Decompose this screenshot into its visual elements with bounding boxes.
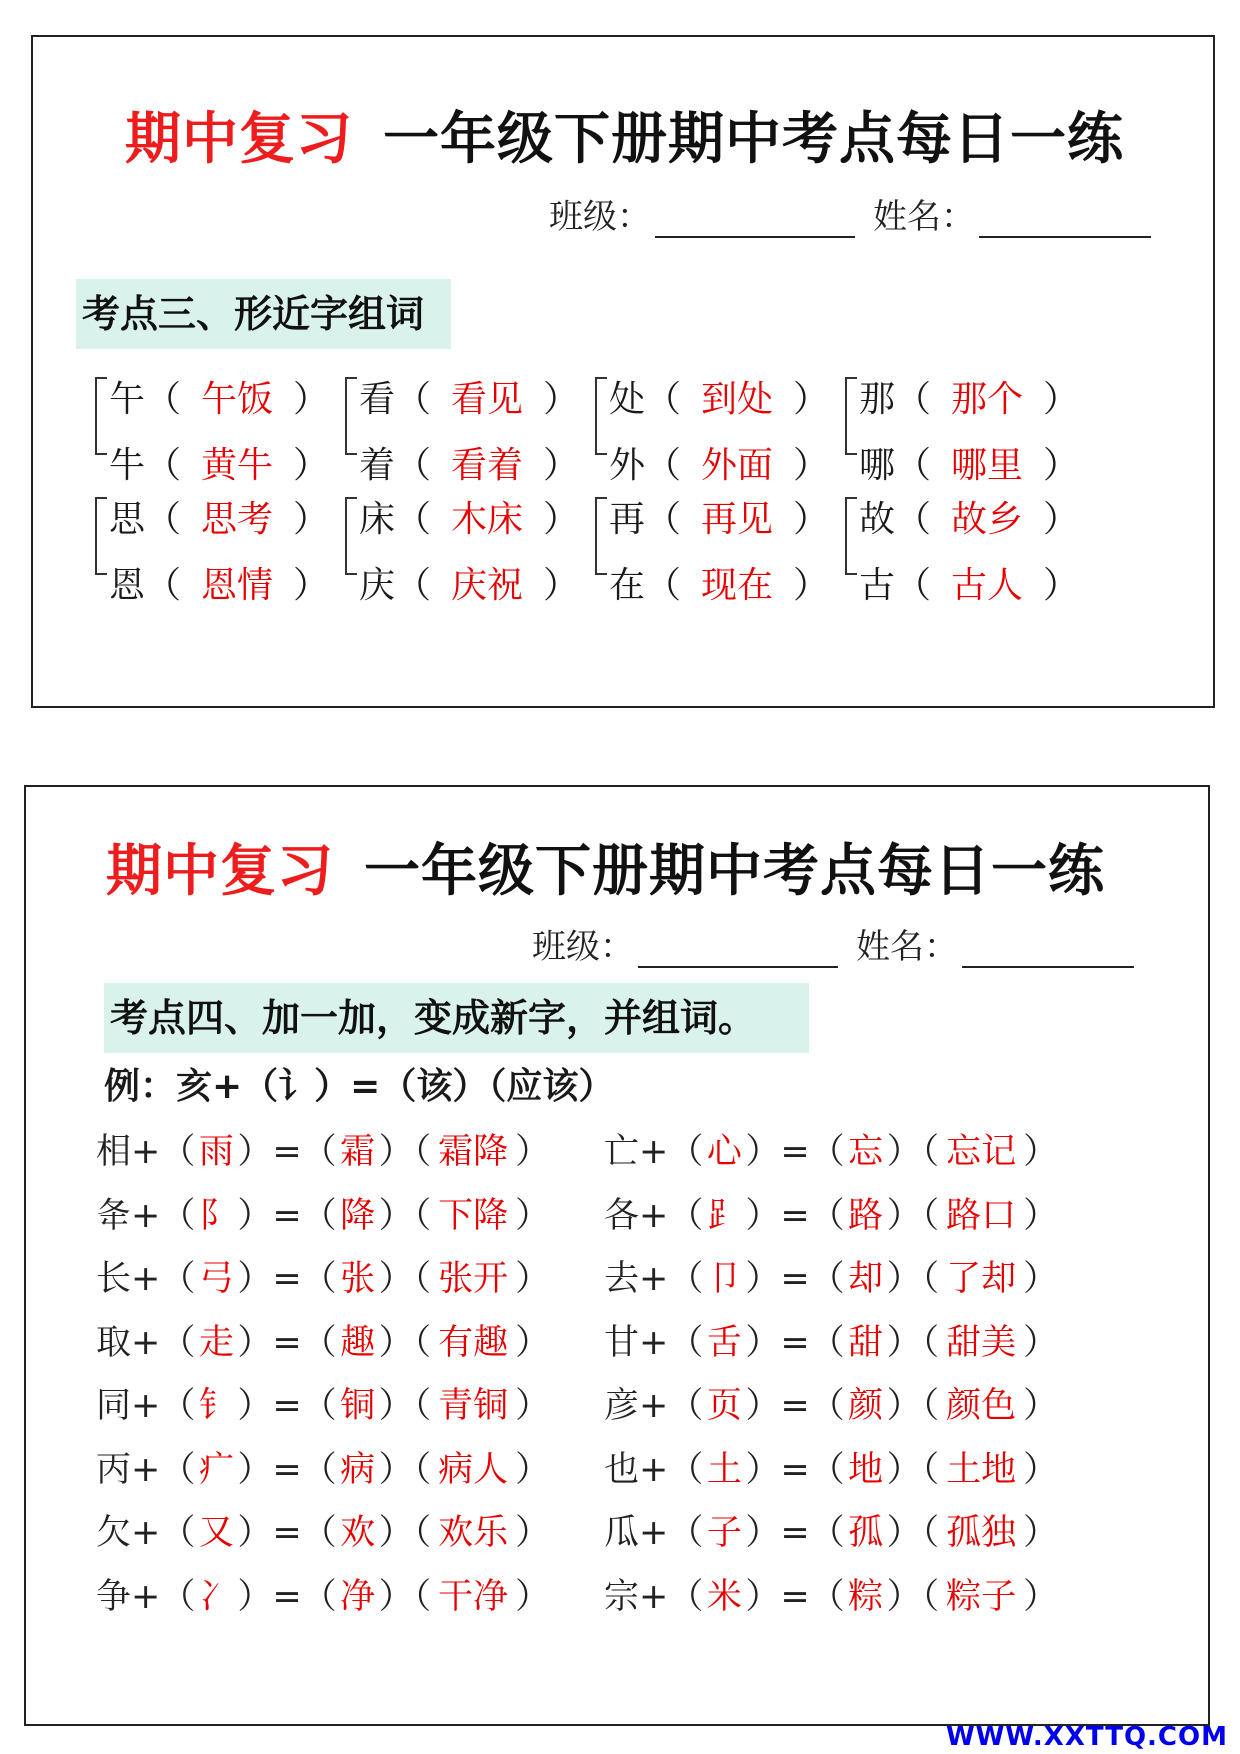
watermark: WWW.XXTTQ.COM <box>946 1722 1228 1752</box>
worksheet-card-1 <box>31 35 1215 708</box>
paren: ）（ <box>886 1195 940 1236</box>
pair-answer[interactable]: 古人 <box>951 565 1024 606</box>
character-pair <box>845 487 1115 617</box>
character-pair <box>595 367 865 497</box>
pair-answer[interactable]: 午饭 <box>201 379 274 420</box>
exercise-row <box>96 1308 550 1378</box>
pair-answer[interactable]: 看见 <box>451 379 524 420</box>
pair-char: 恩（ <box>109 565 182 606</box>
pair-char: 外（ <box>609 445 682 486</box>
exercise-row <box>604 1562 1058 1632</box>
base-char: 夅+（ <box>96 1195 196 1236</box>
example-line: 例：亥+（讠）=（该）（应该） <box>104 1066 615 1107</box>
added-radical[interactable]: 子 <box>706 1513 742 1553</box>
base-char: 宗+（ <box>604 1576 704 1617</box>
new-word[interactable]: 粽子 <box>946 1576 1017 1617</box>
paren: ）（ <box>378 1195 432 1236</box>
pair-brace <box>845 377 857 455</box>
added-radical[interactable]: 卩 <box>706 1259 742 1299</box>
pair-close: ） <box>293 379 330 420</box>
card2-name-field[interactable] <box>962 936 1134 968</box>
pair-item <box>859 487 1079 553</box>
paren-close: ） <box>1023 1449 1059 1490</box>
new-word[interactable]: 甜美 <box>946 1322 1017 1363</box>
paren-close: ） <box>515 1322 551 1363</box>
equals: ）=（ <box>745 1449 845 1490</box>
card1-class-field[interactable] <box>655 206 855 238</box>
added-radical[interactable]: 冫 <box>198 1576 234 1617</box>
pair-item <box>609 367 829 433</box>
equals: ）=（ <box>745 1132 845 1172</box>
pair-close: ） <box>1043 499 1080 540</box>
new-char[interactable]: 病 <box>340 1449 376 1490</box>
exercise-row <box>96 1371 550 1441</box>
added-radical[interactable]: 页 <box>706 1386 742 1426</box>
character-pair <box>345 367 615 497</box>
pair-item <box>109 367 329 433</box>
added-radical[interactable]: ⻊ <box>706 1195 742 1236</box>
paren-close: ） <box>1023 1195 1059 1236</box>
pair-brace <box>595 377 607 455</box>
pair-close: ） <box>793 379 830 420</box>
pair-brace <box>345 497 357 575</box>
pair-close: ） <box>543 379 580 420</box>
new-char[interactable]: 却 <box>848 1259 884 1299</box>
paren-close: ） <box>1023 1322 1059 1363</box>
pair-answer[interactable]: 外面 <box>701 445 774 486</box>
pair-answer[interactable]: 恩情 <box>201 565 274 606</box>
card1-title <box>125 95 1124 175</box>
new-word[interactable]: 张开 <box>438 1259 509 1299</box>
pair-answer[interactable]: 庆祝 <box>451 565 524 606</box>
new-char[interactable]: 张 <box>340 1259 376 1299</box>
card1-section-heading: 考点三、形近字组词 <box>76 279 451 349</box>
pair-char: 看（ <box>359 379 432 420</box>
equals: ）=（ <box>745 1576 845 1617</box>
pair-answer[interactable]: 看着 <box>451 445 524 486</box>
pair-answer[interactable]: 那个 <box>951 379 1024 420</box>
paren: ）（ <box>886 1449 940 1490</box>
pair-answer[interactable]: 哪里 <box>951 445 1024 486</box>
new-char[interactable]: 地 <box>848 1449 884 1490</box>
card2-section-heading: 考点四、加一加，变成新字，并组词。 <box>104 983 809 1053</box>
card2-name-label: 姓名： <box>856 927 958 967</box>
pair-close: ） <box>543 499 580 540</box>
new-char[interactable]: 路 <box>848 1195 884 1236</box>
paren-close: ） <box>515 1576 551 1617</box>
new-word[interactable]: 忘记 <box>946 1132 1017 1172</box>
character-pair <box>595 487 865 617</box>
pair-item <box>359 487 579 553</box>
paren: ）（ <box>378 1322 432 1363</box>
exercise-row <box>96 1435 550 1505</box>
paren: ）（ <box>378 1259 432 1299</box>
new-char[interactable]: 甜 <box>848 1322 884 1363</box>
pair-item <box>859 367 1079 433</box>
paren: ）（ <box>886 1259 940 1299</box>
card2-class-label: 班级： <box>532 927 634 967</box>
character-pair <box>95 367 365 497</box>
pair-answer[interactable]: 现在 <box>701 565 774 606</box>
pair-char: 思（ <box>109 499 182 540</box>
card1-class-label: 班级： <box>549 197 651 237</box>
pair-char: 床（ <box>359 499 432 540</box>
pair-char: 故（ <box>859 499 932 540</box>
worksheet-card-2 <box>24 785 1210 1726</box>
card2-student-info <box>532 919 1152 968</box>
pair-char: 处（ <box>609 379 682 420</box>
base-char: 彦+（ <box>604 1386 704 1426</box>
card1-student-info <box>549 189 1169 238</box>
equals: ）=（ <box>745 1195 845 1236</box>
new-word[interactable]: 有趣 <box>438 1322 509 1363</box>
pair-close: ） <box>293 565 330 606</box>
pair-answer[interactable]: 故乡 <box>951 499 1024 540</box>
pair-close: ） <box>793 499 830 540</box>
paren: ）（ <box>886 1386 940 1426</box>
card1-title-highlight: 期中复习 <box>125 107 353 172</box>
base-char: 甘+（ <box>604 1322 704 1363</box>
pair-char: 再（ <box>609 499 682 540</box>
exercise-row <box>96 1117 550 1187</box>
base-char: 各+（ <box>604 1195 704 1236</box>
pair-brace <box>595 497 607 575</box>
pair-close: ） <box>1043 445 1080 486</box>
pair-char: 古（ <box>859 565 932 606</box>
pair-item <box>859 553 1079 619</box>
base-char: 同+（ <box>96 1386 196 1426</box>
new-char[interactable]: 趣 <box>340 1322 376 1363</box>
pair-brace <box>845 497 857 575</box>
equals: ）=（ <box>745 1259 845 1299</box>
equals: ）=（ <box>237 1386 337 1426</box>
paren: ）（ <box>886 1576 940 1617</box>
exercise-row <box>604 1244 1058 1314</box>
base-char: 亡+（ <box>604 1132 704 1172</box>
pair-brace <box>345 377 357 455</box>
added-radical[interactable]: 雨 <box>198 1132 234 1172</box>
added-radical[interactable]: 心 <box>706 1132 742 1172</box>
added-radical[interactable]: 钅 <box>198 1386 234 1426</box>
card2-title <box>106 827 1105 907</box>
exercise-row <box>96 1498 550 1568</box>
paren: ）（ <box>886 1513 940 1553</box>
equals: ）=（ <box>237 1576 337 1617</box>
exercise-row <box>604 1435 1058 1505</box>
card1-name-field[interactable] <box>979 206 1151 238</box>
pair-char: 着（ <box>359 445 432 486</box>
base-char: 相+（ <box>96 1132 196 1172</box>
pair-item <box>359 553 579 619</box>
base-char: 也+（ <box>604 1449 704 1490</box>
new-char[interactable]: 铜 <box>340 1386 376 1426</box>
pair-item <box>609 553 829 619</box>
pair-close: ） <box>793 565 830 606</box>
pair-char: 在（ <box>609 565 682 606</box>
paren-close: ） <box>515 1513 551 1553</box>
paren-close: ） <box>515 1132 551 1172</box>
new-word[interactable]: 霜降 <box>438 1132 509 1172</box>
new-word[interactable]: 欢乐 <box>438 1513 509 1553</box>
base-char: 欠+（ <box>96 1513 196 1553</box>
added-radical[interactable]: 土 <box>706 1449 742 1490</box>
paren: ）（ <box>378 1513 432 1553</box>
new-word[interactable]: 干净 <box>438 1576 509 1617</box>
exercise-row <box>96 1181 550 1251</box>
pair-answer[interactable]: 思考 <box>201 499 274 540</box>
added-radical[interactable]: 阝 <box>198 1195 234 1236</box>
added-radical[interactable]: 走 <box>198 1322 234 1363</box>
new-word[interactable]: 颜色 <box>946 1386 1017 1426</box>
paren-close: ） <box>1023 1576 1059 1617</box>
card2-class-field[interactable] <box>638 936 838 968</box>
equals: ）=（ <box>237 1513 337 1553</box>
added-radical[interactable]: 米 <box>706 1576 742 1617</box>
pair-char: 牛（ <box>109 445 182 486</box>
new-char[interactable]: 净 <box>340 1576 376 1617</box>
paren-close: ） <box>1023 1132 1059 1172</box>
base-char: 长+（ <box>96 1259 196 1299</box>
pair-close: ） <box>543 565 580 606</box>
paren: ）（ <box>378 1132 432 1172</box>
character-pair <box>95 487 365 617</box>
new-word[interactable]: 土地 <box>946 1449 1017 1490</box>
card2-title-main: 一年级下册期中考点每日一练 <box>364 839 1105 904</box>
pair-char: 午（ <box>109 379 182 420</box>
new-word[interactable]: 路口 <box>946 1195 1017 1236</box>
character-pair <box>845 367 1115 497</box>
paren-close: ） <box>515 1259 551 1299</box>
paren: ）（ <box>378 1386 432 1426</box>
pair-item <box>109 553 329 619</box>
base-char: 丙+（ <box>96 1449 196 1490</box>
added-radical[interactable]: 疒 <box>198 1449 234 1490</box>
card1-name-label: 姓名： <box>873 197 975 237</box>
new-char[interactable]: 霜 <box>340 1132 376 1172</box>
pair-close: ） <box>1043 565 1080 606</box>
exercise-row <box>604 1181 1058 1251</box>
pair-answer[interactable]: 黄牛 <box>201 445 274 486</box>
exercise-row <box>604 1371 1058 1441</box>
exercise-row <box>96 1244 550 1314</box>
character-pair <box>345 487 615 617</box>
equals: ）=（ <box>745 1386 845 1426</box>
added-radical[interactable]: 又 <box>198 1513 234 1553</box>
pair-char: 哪（ <box>859 445 932 486</box>
base-char: 瓜+（ <box>604 1513 704 1553</box>
paren-close: ） <box>1023 1259 1059 1299</box>
pair-close: ） <box>293 499 330 540</box>
exercise-row <box>96 1562 550 1632</box>
pair-close: ） <box>793 445 830 486</box>
paren-close: ） <box>1023 1513 1059 1553</box>
paren: ）（ <box>378 1576 432 1617</box>
paren-close: ） <box>515 1449 551 1490</box>
new-char[interactable]: 忘 <box>848 1132 884 1172</box>
pair-close: ） <box>293 445 330 486</box>
pair-answer[interactable]: 再见 <box>701 499 774 540</box>
pair-close: ） <box>543 445 580 486</box>
equals: ）=（ <box>237 1449 337 1490</box>
card1-title-main: 一年级下册期中考点每日一练 <box>383 107 1124 172</box>
new-word[interactable]: 下降 <box>438 1195 509 1236</box>
base-char: 去+（ <box>604 1259 704 1299</box>
base-char: 争+（ <box>96 1576 196 1617</box>
paren-close: ） <box>1023 1386 1059 1426</box>
added-radical[interactable]: 弓 <box>198 1259 234 1299</box>
paren-close: ） <box>515 1386 551 1426</box>
new-char[interactable]: 欢 <box>340 1513 376 1553</box>
paren: ）（ <box>886 1132 940 1172</box>
base-char: 取+（ <box>96 1322 196 1363</box>
paren-close: ） <box>515 1195 551 1236</box>
equals: ）=（ <box>745 1513 845 1553</box>
card2-title-highlight: 期中复习 <box>106 839 334 904</box>
pair-answer[interactable]: 到处 <box>701 379 774 420</box>
new-char[interactable]: 降 <box>340 1195 376 1236</box>
pair-brace <box>95 377 107 455</box>
pair-answer[interactable]: 木床 <box>451 499 524 540</box>
new-char[interactable]: 孤 <box>848 1513 884 1553</box>
equals: ）=（ <box>237 1322 337 1363</box>
new-char[interactable]: 颜 <box>848 1386 884 1426</box>
new-char[interactable]: 粽 <box>848 1576 884 1617</box>
pair-char: 庆（ <box>359 565 432 606</box>
new-word[interactable]: 病人 <box>438 1449 509 1490</box>
exercise-row <box>604 1498 1058 1568</box>
new-word[interactable]: 青铜 <box>438 1386 509 1426</box>
equals: ）=（ <box>745 1322 845 1363</box>
equals: ）=（ <box>237 1195 337 1236</box>
pair-item <box>609 487 829 553</box>
paren: ）（ <box>886 1322 940 1363</box>
paren: ）（ <box>378 1449 432 1490</box>
added-radical[interactable]: 舌 <box>706 1322 742 1363</box>
pair-close: ） <box>1043 379 1080 420</box>
pair-item <box>109 487 329 553</box>
pair-item <box>359 367 579 433</box>
pair-brace <box>95 497 107 575</box>
exercise-row <box>604 1308 1058 1378</box>
exercise-row <box>604 1117 1058 1187</box>
new-word[interactable]: 了却 <box>946 1259 1017 1299</box>
pair-char: 那（ <box>859 379 932 420</box>
new-word[interactable]: 孤独 <box>946 1513 1017 1553</box>
equals: ）=（ <box>237 1132 337 1172</box>
equals: ）=（ <box>237 1259 337 1299</box>
